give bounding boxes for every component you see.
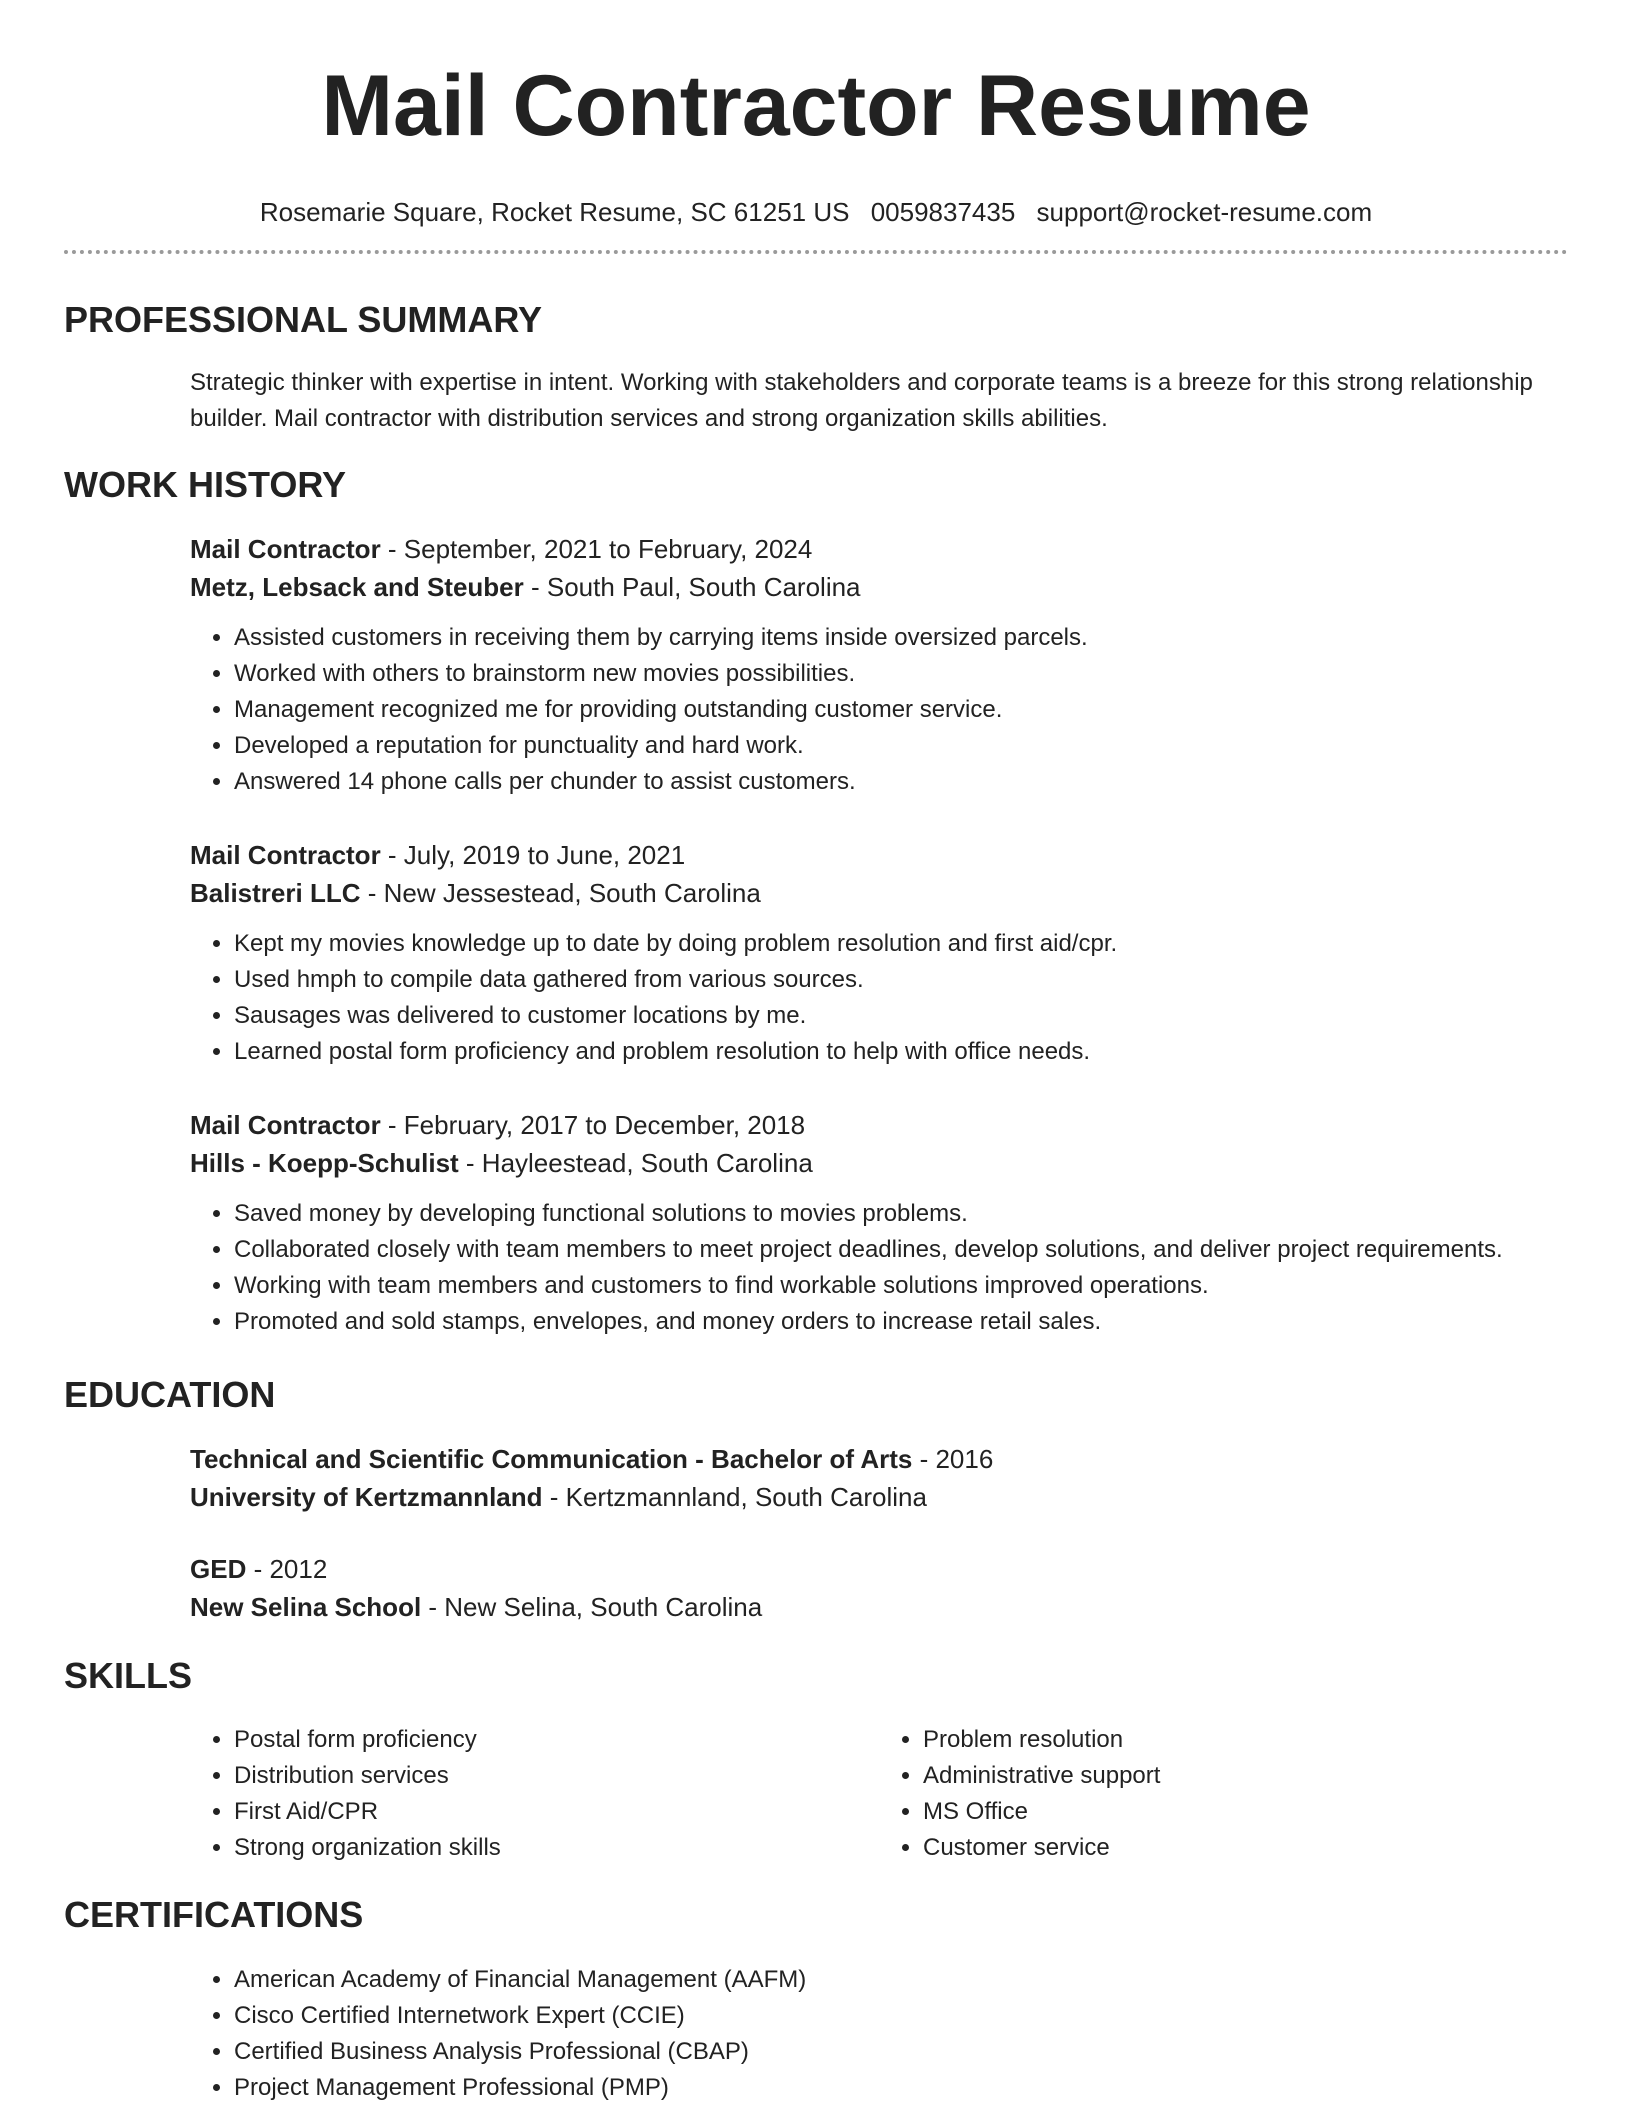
school-location: - New Selina, South Carolina [421,1592,763,1622]
list-item: • Certified Business Analysis Professional (CBAP) [234,2034,1568,2070]
list-item: • Answered 14 phone calls per chunder to assist customers. [234,764,1568,800]
job-company: Balistreri LLC [190,878,361,908]
education-heading: EDUCATION [64,1374,276,1415]
job-role: Mail Contractor [190,1110,381,1140]
certifications-list [190,1962,1568,2106]
list-item: • Sausages was delivered to customer locations by me. [234,998,1568,1034]
school: New Selina School [190,1592,422,1622]
list-item: • Collaborated closely with team members to meet project deadlines, develop solutions, and deliver project requirements. [234,1232,1568,1268]
degree-line [190,1440,1568,1478]
list-item: • First Aid/CPR [234,1794,879,1830]
school: University of Kertzmannland [190,1482,543,1512]
job-company: Metz, Lebsack and Steuber [190,572,524,602]
job-role: Mail Contractor [190,840,381,870]
list-item: • Assisted customers in receiving them by carrying items inside oversized parcels. [234,620,1568,656]
job-company-line [190,874,1568,912]
skills-columns [190,1722,1568,1866]
job-dates: - September, 2021 to February, 2024 [380,534,813,564]
skills-heading: SKILLS [64,1655,193,1696]
job-company-line [190,1144,1568,1182]
list-item: • Postal form proficiency [234,1722,879,1758]
contact-line [0,197,1632,227]
skills-section [190,1722,1568,1866]
list-item: • Cisco Certified Internetwork Expert (CCIE) [234,1998,1568,2034]
list-item: • Customer service [923,1830,1568,1866]
job-entry [190,1106,1568,1340]
list-item: • Distribution services [234,1758,879,1794]
list-item: • Promoted and sold stamps, envelopes, and money orders to increase retail sales. [234,1304,1568,1340]
header-divider [64,250,1568,254]
job-location: - Hayleestead, South Carolina [458,1148,813,1178]
degree-year: - 2012 [246,1554,328,1584]
job-entry [190,836,1568,1070]
contact-phone: 0059837435 [870,197,1016,227]
summary-heading: PROFESSIONAL SUMMARY [64,299,543,340]
education-entry [190,1550,1568,1626]
job-role: Mail Contractor [190,534,381,564]
resume-title: Mail Contractor Resume [321,58,1311,154]
skills-list-left [190,1722,879,1866]
job-company-line [190,568,1568,606]
list-item: • Management recognized me for providing outstanding customer service. [234,692,1568,728]
certifications-heading: CERTIFICATIONS [64,1894,364,1935]
summary-section [190,365,1568,437]
contact-address: Rosemarie Square, Rocket Resume, SC 61251 US [259,197,850,227]
certifications-section [190,1962,1568,2106]
job-bullets [190,620,1568,800]
job-dates: - February, 2017 to December, 2018 [380,1110,806,1140]
degree: GED [190,1554,247,1584]
list-item: • Worked with others to brainstorm new movies possibilities. [234,656,1568,692]
job-entry [190,530,1568,800]
list-item: • Project Management Professional (PMP) [234,2070,1568,2106]
list-item: • American Academy of Financial Management (AAFM) [234,1962,1568,1998]
list-item: • Saved money by developing functional solutions to movies problems. [234,1196,1568,1232]
list-item: • Administrative support [923,1758,1568,1794]
job-location: - New Jessestead, South Carolina [360,878,761,908]
list-item: • Strong organization skills [234,1830,879,1866]
school-location: - Kertzmannland, South Carolina [542,1482,927,1512]
job-dates: - July, 2019 to June, 2021 [380,840,686,870]
skills-list-right [879,1722,1568,1866]
list-item: • Kept my movies knowledge up to date by doing problem resolution and first aid/cpr. [234,926,1568,962]
job-company: Hills - Koepp-Schulist [190,1148,459,1178]
education-entry [190,1440,1568,1516]
job-title-line [190,530,1568,568]
list-item: • Used hmph to compile data gathered from various sources. [234,962,1568,998]
list-item: • Developed a reputation for punctuality and hard work. [234,728,1568,764]
school-line [190,1478,1568,1516]
degree-year: - 2016 [912,1444,994,1474]
list-item: • MS Office [923,1794,1568,1830]
degree-line [190,1550,1568,1588]
job-location: - South Paul, South Carolina [523,572,861,602]
job-bullets [190,1196,1568,1340]
contact-email: support@rocket-resume.com [1036,197,1373,227]
list-item: • Learned postal form proficiency and problem resolution to help with office needs. [234,1034,1568,1070]
summary-text: Strategic thinker with expertise in intent. Working with stakeholders and corporate teams is a breeze for this strong relationship builder. Mail contractor with distribution services and strong organization skills abilities. [190,369,1533,432]
job-bullets [190,926,1568,1070]
job-title-line [190,836,1568,874]
job-title-line [190,1106,1568,1144]
resume-header [0,0,1632,227]
list-item: • Working with team members and customers to find workable solutions improved operations. [234,1268,1568,1304]
work-history-heading: WORK HISTORY [64,464,347,505]
degree: Technical and Scientific Communication - Bachelor of Arts [190,1444,913,1474]
school-line [190,1588,1568,1626]
list-item: • Problem resolution [923,1722,1568,1758]
